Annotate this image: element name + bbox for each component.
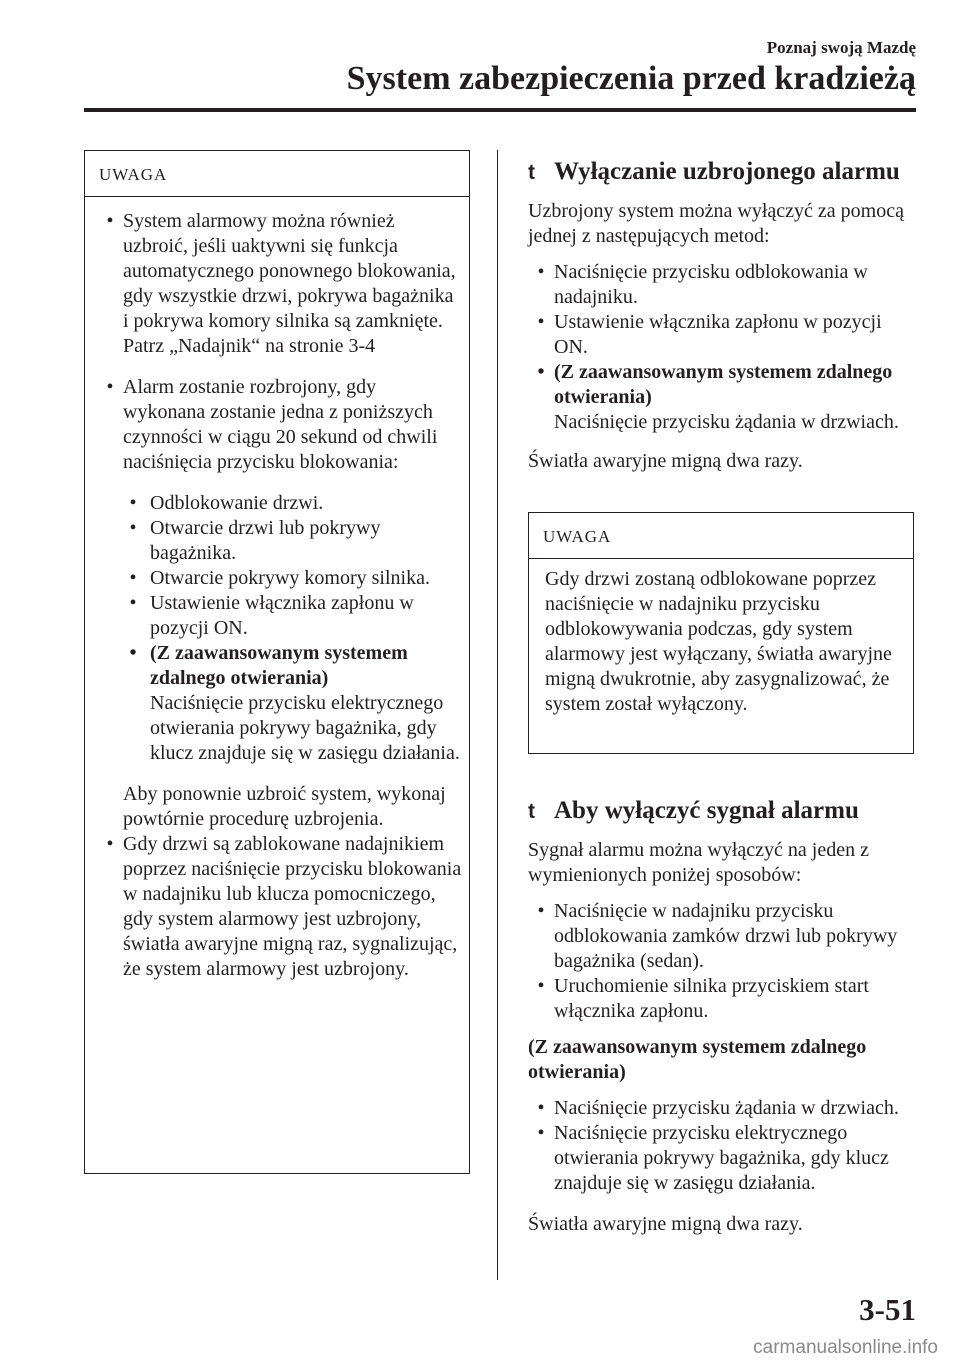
section-heading <box>528 157 918 188</box>
sub-text: Ustawienie włącznika zapłonu w pozycji ON. <box>150 592 414 639</box>
section-intro: Uzbrojony system można wyłączyć za pomocą jednej z następujących metod: <box>528 200 904 247</box>
bullet-item <box>528 1096 918 1121</box>
note-box-right <box>528 512 914 754</box>
bullet-text: Naciśnięcie przycisku odblokowania w nadajniku. <box>554 261 868 308</box>
section-intro: Sygnał alarmu można wyłączyć na jeden z wymienionych poniżej sposobów: <box>528 839 869 886</box>
section-outro: Światła awaryjne migną dwa razy. <box>528 1213 803 1235</box>
section-title: Aby wyłączyć sygnał alarmu <box>554 797 859 824</box>
sub-text: Odblokowanie drzwi. <box>150 492 324 514</box>
bullet-dot-icon: • <box>106 376 114 398</box>
bullet-text: Naciśnięcie w nadajniku przycisku odblokowania zamków drzwi lub pokrywy bagażnika (sedan). <box>554 900 898 972</box>
bullet-text: Ustawienie włącznika zapłonu w pozycji ON. <box>554 311 882 358</box>
bullet-dot-icon: • <box>537 900 545 922</box>
sub-text: Otwarcie pokrywy komory silnika. <box>150 567 430 589</box>
bullet-item <box>528 899 918 974</box>
bullet-item <box>528 260 918 310</box>
bullet-dot-icon: • <box>537 261 545 283</box>
bullet-text: Naciśnięcie przycisku żądania w drzwiach. <box>554 1097 899 1119</box>
note-text: System alarmowy można również uzbroić, jeśli uaktywni się funkcja automatycznego ponownego blokowania, gdy wszystkie drzwi, pokrywa bagażnika i pokrywa komory silnika są zamknięte. <box>123 210 456 332</box>
page-reference: Patrz „Nadajnik“ na stronie 3-4 <box>123 335 376 357</box>
watermark: carmanualsonline.info <box>753 1337 938 1358</box>
bullet-dot-icon: • <box>129 517 137 539</box>
bullet-item <box>97 832 463 982</box>
bullet-dot-icon: • <box>129 642 137 664</box>
bullet-dot-icon: • <box>129 492 137 514</box>
bullet-dot-icon: • <box>129 592 137 614</box>
sub-text: Otwarcie drzwi lub pokrywy bagażnika. <box>150 517 381 564</box>
bullet-item <box>97 209 463 359</box>
bullet-text: Naciśnięcie przycisku elektrycznego otwierania pokrywy bagażnika, gdy klucz znajduje się w zasięgu działania. <box>554 1122 889 1194</box>
sub-heading: (Z zaawansowanym systemem zdalnego otwierania) <box>528 1036 867 1083</box>
bullet-text: Uruchomienie silnika przyciskiem start włącznika zapłonu. <box>554 975 869 1022</box>
bullet-item <box>97 375 463 475</box>
bullet-dot-icon: • <box>537 361 545 383</box>
bullet-text: Naciśnięcie przycisku żądania w drzwiach. <box>554 411 899 433</box>
section-title: Wyłączanie uzbrojonego alarmu <box>554 158 900 185</box>
bullet-item <box>528 310 918 360</box>
sub-heading: (Z zaawansowanym systemem zdalnego otwierania) <box>150 642 408 689</box>
bullet-dot-icon: • <box>106 210 114 232</box>
sub-bullet-item <box>125 516 463 566</box>
bullet-dot-icon: • <box>537 1122 545 1144</box>
note-text: Gdy drzwi są zablokowane nadajnikiem poprzez naciśnięcie przycisku blokowania w nadajniku lub klucza pomocniczego, gdy system alarmowy jest uzbrojony, światła awaryjne migną raz, sygnalizując, że system alarmowy jest uzbrojony. <box>123 833 462 980</box>
column-divider <box>497 150 498 1280</box>
chapter-label: Poznaj swoją Mazdę <box>766 38 916 57</box>
section-marker-icon: t <box>528 161 535 184</box>
bullet-dot-icon: • <box>537 311 545 333</box>
section-heading <box>528 796 918 827</box>
sub-text: Naciśnięcie przycisku elektrycznego otwierania pokrywy bagażnika, gdy klucz znajduje się w zasięgu działania. <box>150 692 460 764</box>
bullet-dot-icon: • <box>537 975 545 997</box>
bullet-dot-icon: • <box>537 1097 545 1119</box>
bullet-heading: (Z zaawansowanym systemem zdalnego otwierania) <box>554 361 893 408</box>
note-label: UWAGA <box>85 151 469 197</box>
header-divider <box>84 108 916 112</box>
bullet-dot-icon: • <box>129 567 137 589</box>
note-text: Aby ponownie uzbroić system, wykonaj powtórnie procedurę uzbrojenia. <box>123 783 446 830</box>
sub-bullet-item <box>125 566 463 591</box>
section-disarm <box>528 157 918 474</box>
bullet-dot-icon: • <box>106 833 114 855</box>
bullet-item <box>528 974 918 1024</box>
page-number: 3-51 <box>859 1292 916 1327</box>
sub-bullet-item <box>125 491 463 516</box>
note-text: Alarm zostanie rozbrojony, gdy wykonana zostanie jedna z poniższych czynności w ciągu 20 sekund od chwili naciśnięcia przycisku blokowania: <box>123 376 438 473</box>
page-title: System zabezpieczenia przed kradzieżą <box>346 60 916 97</box>
sub-bullet-item <box>125 591 463 641</box>
section-outro: Światła awaryjne migną dwa razy. <box>528 450 803 472</box>
sub-bullet-item <box>125 641 463 766</box>
bullet-item <box>528 360 918 435</box>
note-label: UWAGA <box>529 513 913 559</box>
section-silence-alarm <box>528 796 918 1237</box>
note-text: Gdy drzwi zostaną odblokowane poprzez naciśnięcie w nadajniku przycisku odblokowywania podczas, gdy system alarmowy jest wyłączany, światła awaryjne migną dwukrotnie, aby zasygnalizować, że system został wyłączony. <box>545 568 892 715</box>
continuation-paragraph <box>97 782 463 832</box>
bullet-item <box>528 1121 918 1196</box>
section-marker-icon: t <box>528 800 535 823</box>
note-box-left <box>84 150 470 1174</box>
